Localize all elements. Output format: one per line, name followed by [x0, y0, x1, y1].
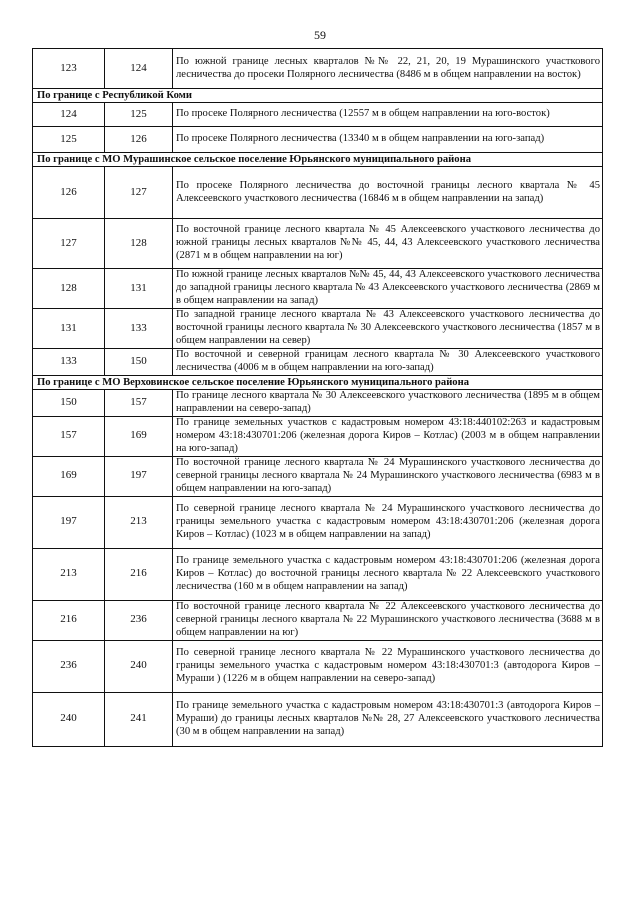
to-point-cell: 169	[105, 416, 173, 456]
boundary-description-cell: По южной границе лесных кварталов №№ 22, 21, 20, 19 Мурашинского участкового лесничества до просеки Полярного лесничества (8486 м в общем направлении на восток)	[173, 49, 603, 89]
boundary-description-cell: По восточной и северной границам лесного квартала № 30 Алексеевского участкового лесничества (4006 м в общем направлении на юго-запад)	[173, 349, 603, 376]
to-point-cell: 197	[105, 456, 173, 496]
from-point-cell: 124	[33, 103, 105, 127]
table-row	[33, 640, 603, 692]
from-point-cell: 128	[33, 269, 105, 309]
boundary-description-cell: По южной границе лесных кварталов №№ 45, 44, 43 Алексеевского участкового лесничества до западной границы лесного квартала № 43 Алексеевского участкового лесничества (2869 м в общем направлении на запад)	[173, 269, 603, 309]
table-row	[33, 349, 603, 376]
table-row	[33, 389, 603, 416]
table-row	[33, 548, 603, 600]
boundary-description-cell: По границе земельных участков с кадастровым номером 43:18:440102:263 и кадастровым номером 43:18:430701:206 (железная дорога Киров – Котлас) (2003 м в общем направлении на юго-запад)	[173, 416, 603, 456]
table-body	[33, 49, 603, 747]
table-row	[33, 219, 603, 269]
to-point-cell: 157	[105, 389, 173, 416]
from-point-cell: 133	[33, 349, 105, 376]
to-point-cell: 128	[105, 219, 173, 269]
to-point-cell: 236	[105, 600, 173, 640]
page-number: 59	[314, 28, 326, 42]
from-point-cell: 169	[33, 456, 105, 496]
from-point-cell: 197	[33, 496, 105, 548]
boundary-description-cell: По северной границе лесного квартала № 24 Мурашинского участкового лесничества до границы земельного участка с кадастровым номером 43:18:430701:206 (железная дорога Киров – Котлас) (1023 м в общем направлении на запад)	[173, 496, 603, 548]
from-point-cell: 150	[33, 389, 105, 416]
from-point-cell: 216	[33, 600, 105, 640]
section-header-row	[33, 375, 603, 389]
to-point-cell: 131	[105, 269, 173, 309]
table-row	[33, 309, 603, 349]
boundary-description-cell: По границе земельного участка с кадастровым номером 43:18:430701:3 (автодорога Киров – Мураши) до границы лесных кварталов №№ 28, 27 Алексеевского участкового лесничества (30 м в общем направлении на запад)	[173, 692, 603, 746]
table-row	[33, 103, 603, 127]
boundary-description-cell: По западной границе лесного квартала № 43 Алексеевского участкового лесничества до восточной границы лесного квартала № 30 Алексеевского участкового лесничества (1857 м в общем направлении на север)	[173, 309, 603, 349]
table-row	[33, 456, 603, 496]
to-point-cell: 241	[105, 692, 173, 746]
boundary-description-cell: По просеке Полярного лесничества до восточной границы лесного квартала № 45 Алексеевского участкового лесничества (16846 м в общем направлении на запад)	[173, 167, 603, 219]
from-point-cell: 123	[33, 49, 105, 89]
from-point-cell: 126	[33, 167, 105, 219]
to-point-cell: 124	[105, 49, 173, 89]
boundary-description-cell: По границе земельного участка с кадастровым номером 43:18:430701:206 (железная дорога Киров – Котлас) до восточной границы лесного квартала № 22 Алексеевского участкового лесничества (160 м в общем направлении на запад)	[173, 548, 603, 600]
to-point-cell: 150	[105, 349, 173, 376]
to-point-cell: 213	[105, 496, 173, 548]
to-point-cell: 133	[105, 309, 173, 349]
table-row	[33, 269, 603, 309]
from-point-cell: 125	[33, 127, 105, 153]
boundary-description-cell: По восточной границе лесного квартала № 22 Алексеевского участкового лесничества до северной границы лесного квартала № 22 Мурашинского участкового лесничества (3688 м в общем направлении на юг)	[173, 600, 603, 640]
section-title: По границе с МО Мурашинское сельское поселение Юрьянского муниципального района	[33, 153, 603, 167]
boundary-description-cell: По просеке Полярного лесничества (12557 м в общем направлении на юго-восток)	[173, 103, 603, 127]
table-row	[33, 600, 603, 640]
table-row	[33, 692, 603, 746]
to-point-cell: 240	[105, 640, 173, 692]
boundary-description-cell: По северной границе лесного квартала № 22 Мурашинского участкового лесничества до границы земельного участка с кадастровым номером 43:18:430701:3 (автодорога Киров – Мураши ) (1226 м в общем направлении на северо-запад)	[173, 640, 603, 692]
from-point-cell: 127	[33, 219, 105, 269]
table-row	[33, 496, 603, 548]
boundary-description-cell: По границе лесного квартала № 30 Алексеевского участкового лесничества (1895 м в общем направлении на северо-запад)	[173, 389, 603, 416]
boundary-description-table	[32, 48, 603, 747]
from-point-cell: 240	[33, 692, 105, 746]
to-point-cell: 127	[105, 167, 173, 219]
boundary-description-cell: По восточной границе лесного квартала № 24 Мурашинского участкового лесничества до северной границы лесного квартала № 24 Мурашинского участкового лесничества (6983 м в общем направлении на юго-запад)	[173, 456, 603, 496]
from-point-cell: 236	[33, 640, 105, 692]
boundary-description-cell: По просеке Полярного лесничества (13340 м в общем направлении на юго-запад)	[173, 127, 603, 153]
from-point-cell: 157	[33, 416, 105, 456]
section-title: По границе с Республикой Коми	[33, 89, 603, 103]
table-row	[33, 127, 603, 153]
table-row	[33, 416, 603, 456]
section-header-row	[33, 89, 603, 103]
to-point-cell: 125	[105, 103, 173, 127]
from-point-cell: 131	[33, 309, 105, 349]
to-point-cell: 216	[105, 548, 173, 600]
to-point-cell: 126	[105, 127, 173, 153]
section-header-row	[33, 153, 603, 167]
section-title: По границе с МО Верховинское сельское поселение Юрьянского муниципального района	[33, 375, 603, 389]
table-row	[33, 167, 603, 219]
from-point-cell: 213	[33, 548, 105, 600]
boundary-description-cell: По восточной границе лесного квартала № 45 Алексеевского участкового лесничества до южной границы лесных кварталов №№ 45, 44, 43 Алексеевского участкового лесничества (2871 м в общем направлении на юг)	[173, 219, 603, 269]
table-row	[33, 49, 603, 89]
